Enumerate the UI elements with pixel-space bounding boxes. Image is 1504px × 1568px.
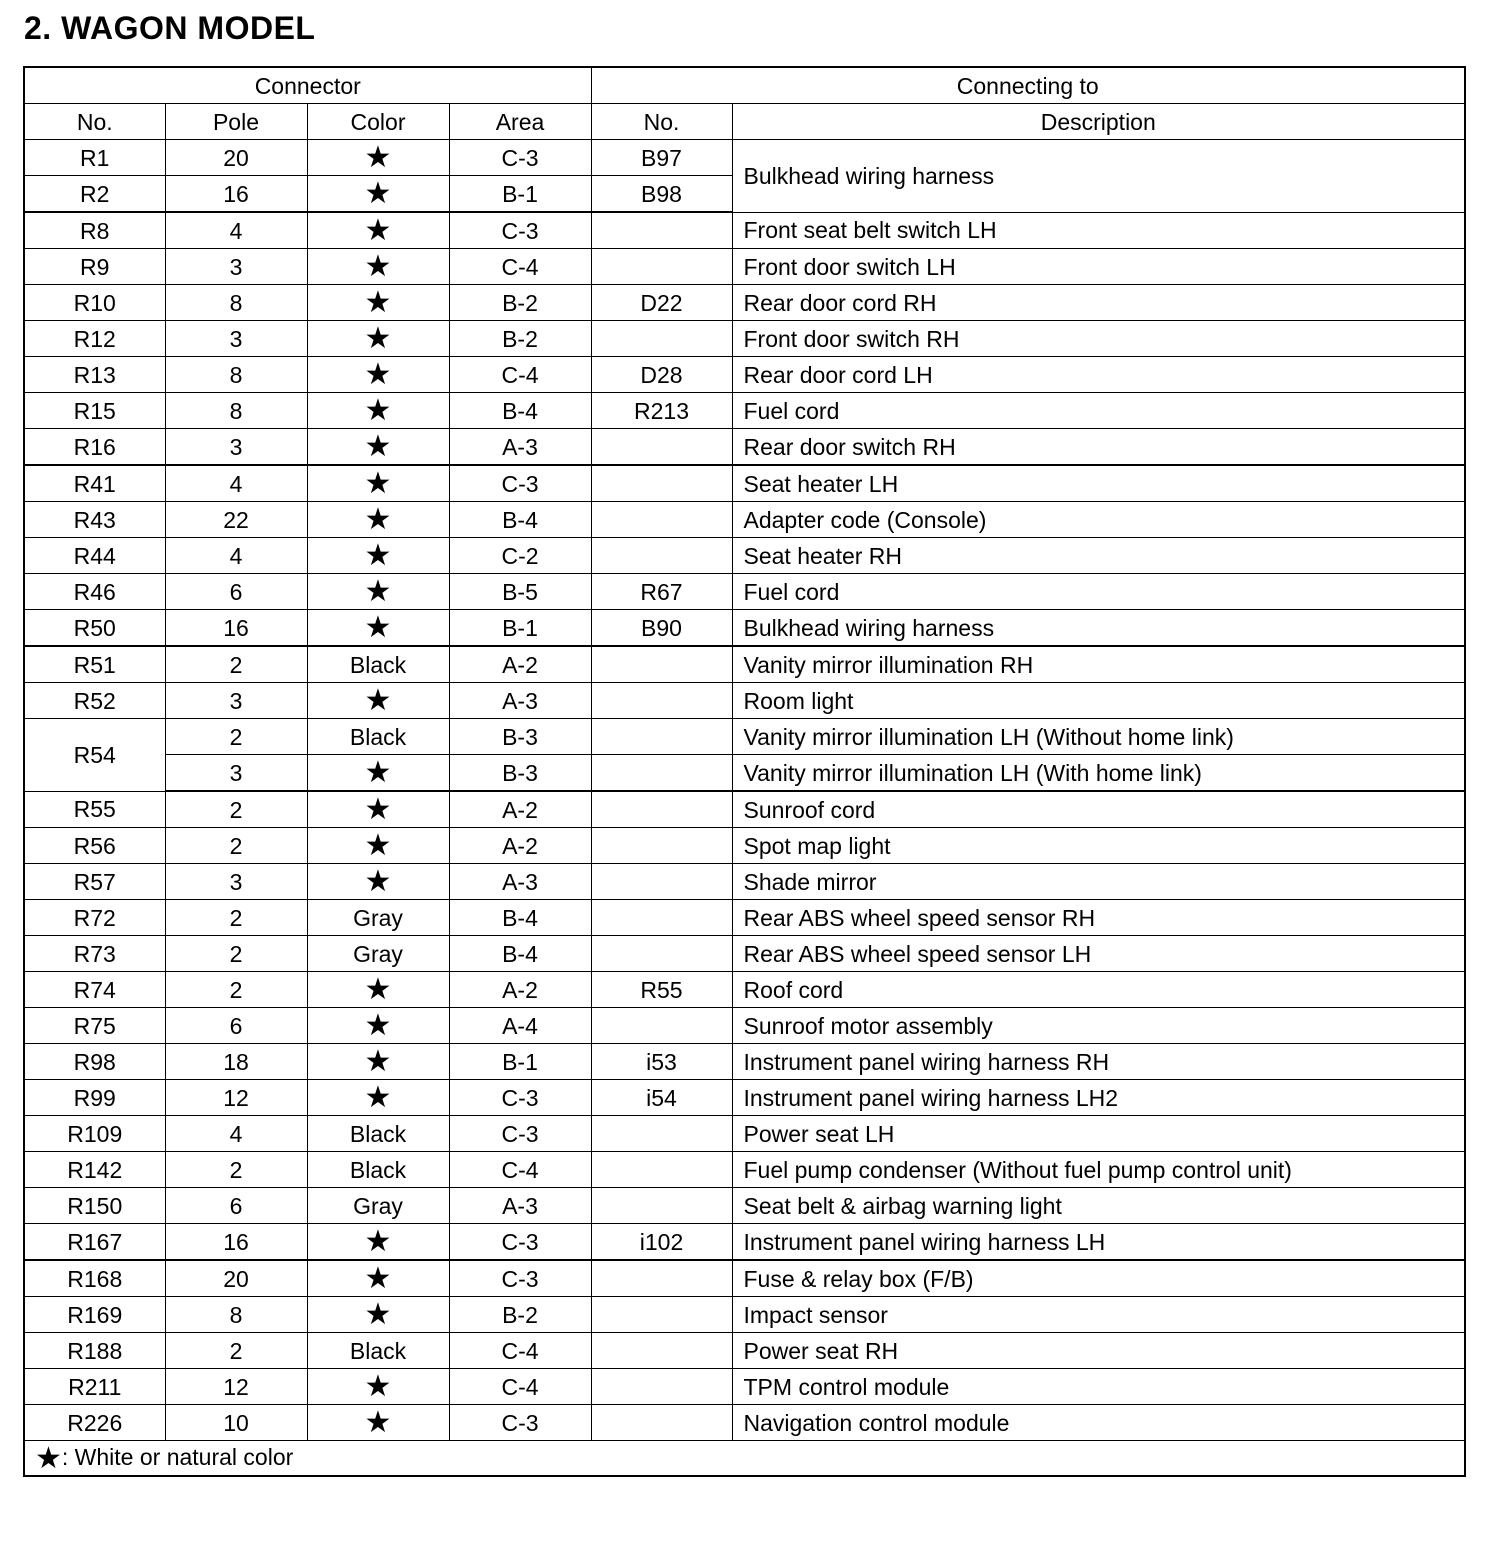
col-header-color: Color — [307, 104, 449, 140]
connecting-no-cell — [591, 900, 732, 936]
color-cell: Black — [307, 646, 449, 683]
color-cell: Black — [307, 1333, 449, 1369]
pole-cell: 6 — [165, 1188, 307, 1224]
star-icon: ★ — [307, 321, 449, 357]
description-cell: Adapter code (Console) — [732, 502, 1465, 538]
area-cell: B-4 — [449, 900, 591, 936]
area-cell: B-2 — [449, 285, 591, 321]
pole-cell: 2 — [165, 1152, 307, 1188]
table-row — [24, 755, 1465, 792]
connecting-no-cell — [591, 321, 732, 357]
connector-no-cell: R43 — [24, 502, 165, 538]
connector-no-cell: R9 — [24, 249, 165, 285]
table-row — [24, 719, 1465, 755]
star-icon: ★ — [307, 1224, 449, 1261]
table-row — [24, 1224, 1465, 1261]
pole-cell: 4 — [165, 212, 307, 249]
connector-no-cell: R226 — [24, 1405, 165, 1441]
connector-no-cell: R169 — [24, 1297, 165, 1333]
pole-cell: 3 — [165, 864, 307, 900]
col-header-pole: Pole — [165, 104, 307, 140]
description-cell: Instrument panel wiring harness LH2 — [732, 1080, 1465, 1116]
star-icon: ★ — [307, 1297, 449, 1333]
description-cell: Front seat belt switch LH — [732, 212, 1465, 249]
description-cell: Fuel cord — [732, 574, 1465, 610]
description-cell: Rear ABS wheel speed sensor LH — [732, 936, 1465, 972]
area-cell: C-3 — [449, 1260, 591, 1297]
description-cell: Rear ABS wheel speed sensor RH — [732, 900, 1465, 936]
description-cell: Rear door switch RH — [732, 429, 1465, 466]
connecting-no-cell — [591, 683, 732, 719]
table-row — [24, 502, 1465, 538]
pole-cell: 8 — [165, 357, 307, 393]
table-row — [24, 1044, 1465, 1080]
connecting-no-cell — [591, 791, 732, 828]
star-icon: ★ — [307, 140, 449, 176]
pole-cell: 4 — [165, 1116, 307, 1152]
star-icon: ★ — [307, 429, 449, 466]
area-cell: C-4 — [449, 249, 591, 285]
connector-no-cell: R150 — [24, 1188, 165, 1224]
area-cell: A-3 — [449, 864, 591, 900]
star-icon: ★ — [307, 285, 449, 321]
star-icon: ★ — [307, 683, 449, 719]
connector-no-cell: R98 — [24, 1044, 165, 1080]
pole-cell: 6 — [165, 574, 307, 610]
pole-cell: 16 — [165, 610, 307, 647]
star-icon: ★ — [307, 465, 449, 502]
table-row — [24, 140, 1465, 176]
star-icon: ★ — [307, 1044, 449, 1080]
table-row — [24, 285, 1465, 321]
table-row — [24, 321, 1465, 357]
pole-cell: 12 — [165, 1080, 307, 1116]
pole-cell: 8 — [165, 393, 307, 429]
area-cell: A-3 — [449, 1188, 591, 1224]
star-icon: ★ — [307, 755, 449, 792]
area-cell: A-2 — [449, 791, 591, 828]
color-cell: Black — [307, 719, 449, 755]
connector-group-header: Connector — [24, 67, 591, 104]
connecting-no-cell — [591, 646, 732, 683]
connecting-no-cell — [591, 212, 732, 249]
area-cell: C-3 — [449, 1224, 591, 1261]
connector-no-cell: R52 — [24, 683, 165, 719]
connector-no-cell: R168 — [24, 1260, 165, 1297]
area-cell: C-3 — [449, 1405, 591, 1441]
area-cell: A-3 — [449, 683, 591, 719]
table-row — [24, 646, 1465, 683]
pole-cell: 2 — [165, 972, 307, 1008]
area-cell: C-3 — [449, 465, 591, 502]
description-cell: Power seat RH — [732, 1333, 1465, 1369]
area-cell: B-3 — [449, 719, 591, 755]
connecting-no-cell — [591, 1008, 732, 1044]
star-icon: ★ — [307, 1260, 449, 1297]
star-icon: ★ — [35, 1442, 62, 1475]
pole-cell: 3 — [165, 249, 307, 285]
connector-no-cell: R16 — [24, 429, 165, 466]
col-header-no: No. — [24, 104, 165, 140]
table-row — [24, 429, 1465, 466]
star-icon: ★ — [307, 357, 449, 393]
description-cell: Power seat LH — [732, 1116, 1465, 1152]
connector-no-cell: R8 — [24, 212, 165, 249]
table-row — [24, 249, 1465, 285]
pole-cell: 16 — [165, 1224, 307, 1261]
star-icon: ★ — [307, 393, 449, 429]
area-cell: C-2 — [449, 538, 591, 574]
star-icon: ★ — [307, 176, 449, 213]
description-cell: Rear door cord LH — [732, 357, 1465, 393]
description-cell: Sunroof cord — [732, 791, 1465, 828]
area-cell: B-2 — [449, 1297, 591, 1333]
connecting-no-cell — [591, 1188, 732, 1224]
color-cell: Gray — [307, 1188, 449, 1224]
area-cell: A-4 — [449, 1008, 591, 1044]
connecting-no-cell: i102 — [591, 1224, 732, 1261]
description-cell: Seat belt & airbag warning light — [732, 1188, 1465, 1224]
area-cell: B-1 — [449, 1044, 591, 1080]
description-cell: Seat heater RH — [732, 538, 1465, 574]
description-cell: Fuse & relay box (F/B) — [732, 1260, 1465, 1297]
description-cell: Fuel pump condenser (Without fuel pump control unit) — [732, 1152, 1465, 1188]
pole-cell: 2 — [165, 1333, 307, 1369]
table-row — [24, 465, 1465, 502]
connector-no-cell: R54 — [24, 719, 165, 792]
description-cell: Bulkhead wiring harness — [732, 140, 1465, 213]
connector-table-container — [23, 66, 1466, 1477]
connecting-to-group-header: Connecting to — [591, 67, 1465, 104]
star-icon: ★ — [307, 1080, 449, 1116]
connector-no-cell: R167 — [24, 1224, 165, 1261]
description-cell: Instrument panel wiring harness LH — [732, 1224, 1465, 1261]
table-row — [24, 357, 1465, 393]
description-cell: Roof cord — [732, 972, 1465, 1008]
table-row — [24, 683, 1465, 719]
col-header-area: Area — [449, 104, 591, 140]
connecting-no-cell — [591, 1152, 732, 1188]
pole-cell: 2 — [165, 719, 307, 755]
connecting-no-cell: D22 — [591, 285, 732, 321]
pole-cell: 8 — [165, 1297, 307, 1333]
area-cell: C-4 — [449, 357, 591, 393]
table-row — [24, 1152, 1465, 1188]
connector-no-cell: R2 — [24, 176, 165, 213]
color-cell: Gray — [307, 936, 449, 972]
description-cell: Fuel cord — [732, 393, 1465, 429]
star-icon: ★ — [307, 574, 449, 610]
star-icon: ★ — [307, 972, 449, 1008]
pole-cell: 10 — [165, 1405, 307, 1441]
description-cell: Sunroof motor assembly — [732, 1008, 1465, 1044]
area-cell: B-1 — [449, 610, 591, 647]
pole-cell: 3 — [165, 321, 307, 357]
col-header-description: Description — [732, 104, 1465, 140]
pole-cell: 20 — [165, 1260, 307, 1297]
table-body — [24, 140, 1465, 1441]
description-cell: Rear door cord RH — [732, 285, 1465, 321]
pole-cell: 2 — [165, 936, 307, 972]
star-icon: ★ — [307, 791, 449, 828]
star-icon: ★ — [307, 212, 449, 249]
connector-no-cell: R109 — [24, 1116, 165, 1152]
connector-no-cell: R44 — [24, 538, 165, 574]
table-row — [24, 1008, 1465, 1044]
legend — [24, 1441, 1465, 1477]
description-cell: Shade mirror — [732, 864, 1465, 900]
star-icon: ★ — [307, 249, 449, 285]
description-cell: Instrument panel wiring harness RH — [732, 1044, 1465, 1080]
connecting-no-cell — [591, 936, 732, 972]
table-row — [24, 900, 1465, 936]
page-title: 2. WAGON MODEL — [24, 10, 316, 46]
description-cell: Room light — [732, 683, 1465, 719]
star-icon: ★ — [307, 1008, 449, 1044]
area-cell: C-4 — [449, 1152, 591, 1188]
description-cell: Bulkhead wiring harness — [732, 610, 1465, 647]
connector-no-cell: R57 — [24, 864, 165, 900]
pole-cell: 2 — [165, 646, 307, 683]
connecting-no-cell — [591, 1116, 732, 1152]
connector-no-cell: R51 — [24, 646, 165, 683]
table-row — [24, 538, 1465, 574]
description-cell: Vanity mirror illumination RH — [732, 646, 1465, 683]
pole-cell: 3 — [165, 755, 307, 792]
connector-no-cell: R1 — [24, 140, 165, 176]
table-row — [24, 1260, 1465, 1297]
connector-no-cell: R12 — [24, 321, 165, 357]
connector-no-cell: R72 — [24, 900, 165, 936]
description-cell: TPM control module — [732, 1369, 1465, 1405]
area-cell: A-2 — [449, 828, 591, 864]
color-cell: Gray — [307, 900, 449, 936]
area-cell: B-4 — [449, 393, 591, 429]
connecting-no-cell: B97 — [591, 140, 732, 176]
connecting-no-cell — [591, 429, 732, 466]
color-cell: Black — [307, 1152, 449, 1188]
pole-cell: 3 — [165, 429, 307, 466]
star-icon: ★ — [307, 610, 449, 647]
star-icon: ★ — [307, 828, 449, 864]
description-cell: Front door switch RH — [732, 321, 1465, 357]
description-cell: Seat heater LH — [732, 465, 1465, 502]
area-cell: B-3 — [449, 755, 591, 792]
star-icon: ★ — [307, 538, 449, 574]
legend-text: : White or natural color — [61, 1444, 294, 1470]
table-row — [24, 828, 1465, 864]
connector-no-cell: R55 — [24, 791, 165, 828]
pole-cell: 6 — [165, 1008, 307, 1044]
legend-row — [24, 1441, 1465, 1477]
pole-cell: 3 — [165, 683, 307, 719]
area-cell: B-2 — [449, 321, 591, 357]
connecting-no-cell — [591, 1405, 732, 1441]
area-cell: C-3 — [449, 1116, 591, 1152]
pole-cell: 2 — [165, 791, 307, 828]
connecting-no-cell — [591, 864, 732, 900]
table-row — [24, 574, 1465, 610]
connecting-no-cell — [591, 1369, 732, 1405]
connector-no-cell: R73 — [24, 936, 165, 972]
table-row — [24, 972, 1465, 1008]
connector-no-cell: R188 — [24, 1333, 165, 1369]
pole-cell: 8 — [165, 285, 307, 321]
connector-no-cell: R50 — [24, 610, 165, 647]
star-icon: ★ — [307, 864, 449, 900]
area-cell: B-4 — [449, 936, 591, 972]
connector-no-cell: R13 — [24, 357, 165, 393]
area-cell: C-4 — [449, 1333, 591, 1369]
area-cell: B-5 — [449, 574, 591, 610]
connecting-no-cell: i53 — [591, 1044, 732, 1080]
connecting-no-cell: R55 — [591, 972, 732, 1008]
description-cell: Front door switch LH — [732, 249, 1465, 285]
connector-no-cell: R41 — [24, 465, 165, 502]
column-header-row — [24, 104, 1465, 140]
area-cell: A-2 — [449, 972, 591, 1008]
table-row — [24, 1369, 1465, 1405]
area-cell: C-3 — [449, 212, 591, 249]
connector-no-cell: R142 — [24, 1152, 165, 1188]
connecting-no-cell — [591, 755, 732, 792]
connecting-no-cell — [591, 249, 732, 285]
star-icon: ★ — [307, 1369, 449, 1405]
area-cell: C-3 — [449, 1080, 591, 1116]
color-cell: Black — [307, 1116, 449, 1152]
connecting-no-cell: D28 — [591, 357, 732, 393]
table-row — [24, 393, 1465, 429]
area-cell: A-2 — [449, 646, 591, 683]
connecting-no-cell: B90 — [591, 610, 732, 647]
area-cell: B-1 — [449, 176, 591, 213]
connecting-no-cell — [591, 538, 732, 574]
table-row — [24, 212, 1465, 249]
connecting-no-cell: R67 — [591, 574, 732, 610]
pole-cell: 4 — [165, 538, 307, 574]
connector-table — [23, 66, 1466, 1477]
pole-cell: 20 — [165, 140, 307, 176]
area-cell: B-4 — [449, 502, 591, 538]
connecting-no-cell — [591, 1297, 732, 1333]
pole-cell: 2 — [165, 828, 307, 864]
connector-no-cell: R10 — [24, 285, 165, 321]
area-cell: C-3 — [449, 140, 591, 176]
connecting-no-cell: B98 — [591, 176, 732, 213]
connecting-no-cell — [591, 465, 732, 502]
table-row — [24, 1116, 1465, 1152]
table-row — [24, 610, 1465, 647]
pole-cell: 4 — [165, 465, 307, 502]
pole-cell: 22 — [165, 502, 307, 538]
description-cell: Navigation control module — [732, 1405, 1465, 1441]
star-icon: ★ — [307, 502, 449, 538]
connector-no-cell: R46 — [24, 574, 165, 610]
connecting-no-cell — [591, 1260, 732, 1297]
connector-no-cell: R74 — [24, 972, 165, 1008]
connector-no-cell: R75 — [24, 1008, 165, 1044]
table-row — [24, 1188, 1465, 1224]
group-header-row — [24, 67, 1465, 104]
connecting-no-cell — [591, 1333, 732, 1369]
connector-no-cell: R56 — [24, 828, 165, 864]
connecting-no-cell — [591, 502, 732, 538]
pole-cell: 2 — [165, 900, 307, 936]
connecting-no-cell — [591, 828, 732, 864]
area-cell: C-4 — [449, 1369, 591, 1405]
connecting-no-cell: i54 — [591, 1080, 732, 1116]
connecting-no-cell: R213 — [591, 393, 732, 429]
description-cell: Vanity mirror illumination LH (With home link) — [732, 755, 1465, 792]
pole-cell: 12 — [165, 1369, 307, 1405]
star-icon: ★ — [307, 1405, 449, 1441]
connector-no-cell: R15 — [24, 393, 165, 429]
description-cell: Spot map light — [732, 828, 1465, 864]
table-row — [24, 1405, 1465, 1441]
col-header-to-no: No. — [591, 104, 732, 140]
connector-no-cell: R211 — [24, 1369, 165, 1405]
table-row — [24, 791, 1465, 828]
area-cell: A-3 — [449, 429, 591, 466]
table-row — [24, 1080, 1465, 1116]
table-row — [24, 936, 1465, 972]
pole-cell: 16 — [165, 176, 307, 213]
pole-cell: 18 — [165, 1044, 307, 1080]
connecting-no-cell — [591, 719, 732, 755]
table-row — [24, 1297, 1465, 1333]
description-cell: Impact sensor — [732, 1297, 1465, 1333]
connector-no-cell: R99 — [24, 1080, 165, 1116]
description-cell: Vanity mirror illumination LH (Without home link) — [732, 719, 1465, 755]
table-row — [24, 1333, 1465, 1369]
table-row — [24, 864, 1465, 900]
